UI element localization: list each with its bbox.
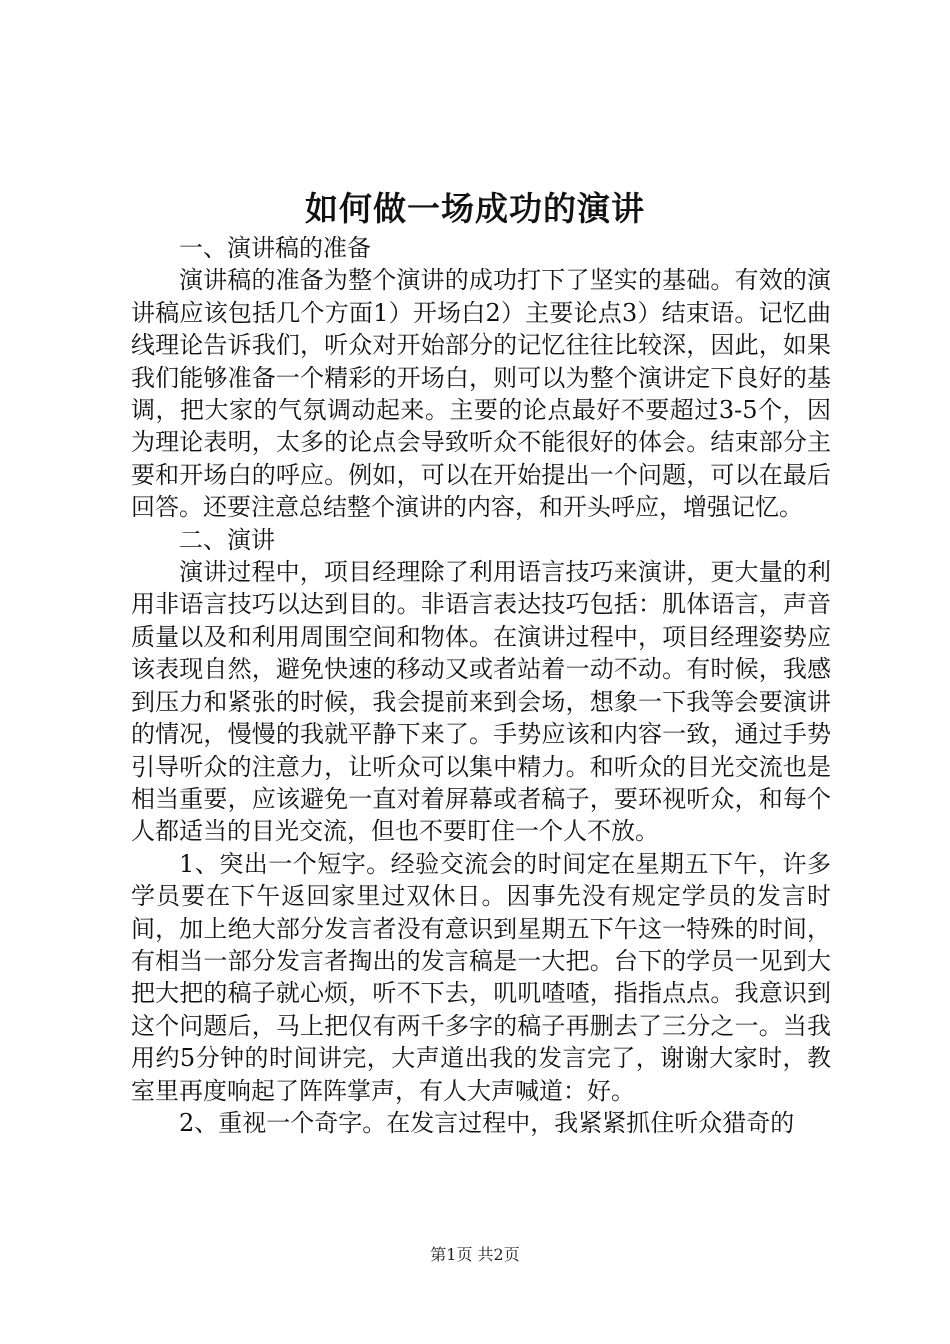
document-title: 如何做一场成功的演讲 [305, 189, 645, 228]
section-heading-speech: 二、演讲 [179, 525, 275, 554]
paragraph-preparation: 演讲稿的准备为整个演讲的成功打下了坚实的基础。有效的演讲稿应该包括几个方面1）开场白2）主要论点3）结束语。记忆曲线理论告诉我们，听众对开始部分的记忆往往比较深，因此，如果我们能够准备一个精彩的开场白，则可以为整个演讲定下良好的基调，把大家的气氛调动起来。主要的论点最好不要超过3-5个，因为理论表明，太多的论点会导致听众不能很好的体会。结束部分主要和开场白的呼应。例如，可以在开始提出一个问题，可以在最后回答。还要注意总结整个演讲的内容，和开头呼应，增强记忆。 [131, 266, 831, 522]
page-number-footer: 第1页 共2页 [430, 1245, 520, 1264]
paragraph-point-short: 1、突出一个短字。经验交流会的时间定在星期五下午，许多学员要在下午返回家里过双休日。因事先没有规定学员的发言时间，加上绝大部分发言者没有意识到星期五下午这一特殊的时间，有相当一部分发言者掏出的发言稿是一大把。台下的学员一见到大把大把的稿子就心烦，听不下去，叽叽喳喳，指指点点。我意识到这个问题后，马上把仅有两千多字的稿子再删去了三分之一。当我用约5分钟的时间讲完，大声道出我的发言完了，谢谢大家时，教室里再度响起了阵阵掌声，有人大声喊道：好。 [131, 849, 831, 1105]
paragraph-point-novel: 2、重视一个奇字。在发言过程中，我紧紧抓住听众猎奇的 [179, 1108, 795, 1137]
document-body [131, 232, 831, 1139]
paragraph-speech: 演讲过程中，项目经理除了利用语言技巧来演讲，更大量的利用非语言技巧以达到目的。非语言表达技巧包括：肌体语言，声音质量以及和利用周围空间和物体。在演讲过程中，项目经理姿势应该表现自然，避免快速的移动又或者站着一动不动。有时候，我感到压力和紧张的时候，我会提前来到会场，想象一下我等会要演讲的情况，慢慢的我就平静下来了。手势应该和内容一致，通过手势引导听众的注意力，让听众可以集中精力。和听众的目光交流也是相当重要，应该避免一直对着屏幕或者稿子，要环视听众，和每个人都适当的目光交流，但也不要盯住一个人不放。 [131, 558, 831, 846]
section-heading-preparation: 一、演讲稿的准备 [179, 234, 371, 262]
